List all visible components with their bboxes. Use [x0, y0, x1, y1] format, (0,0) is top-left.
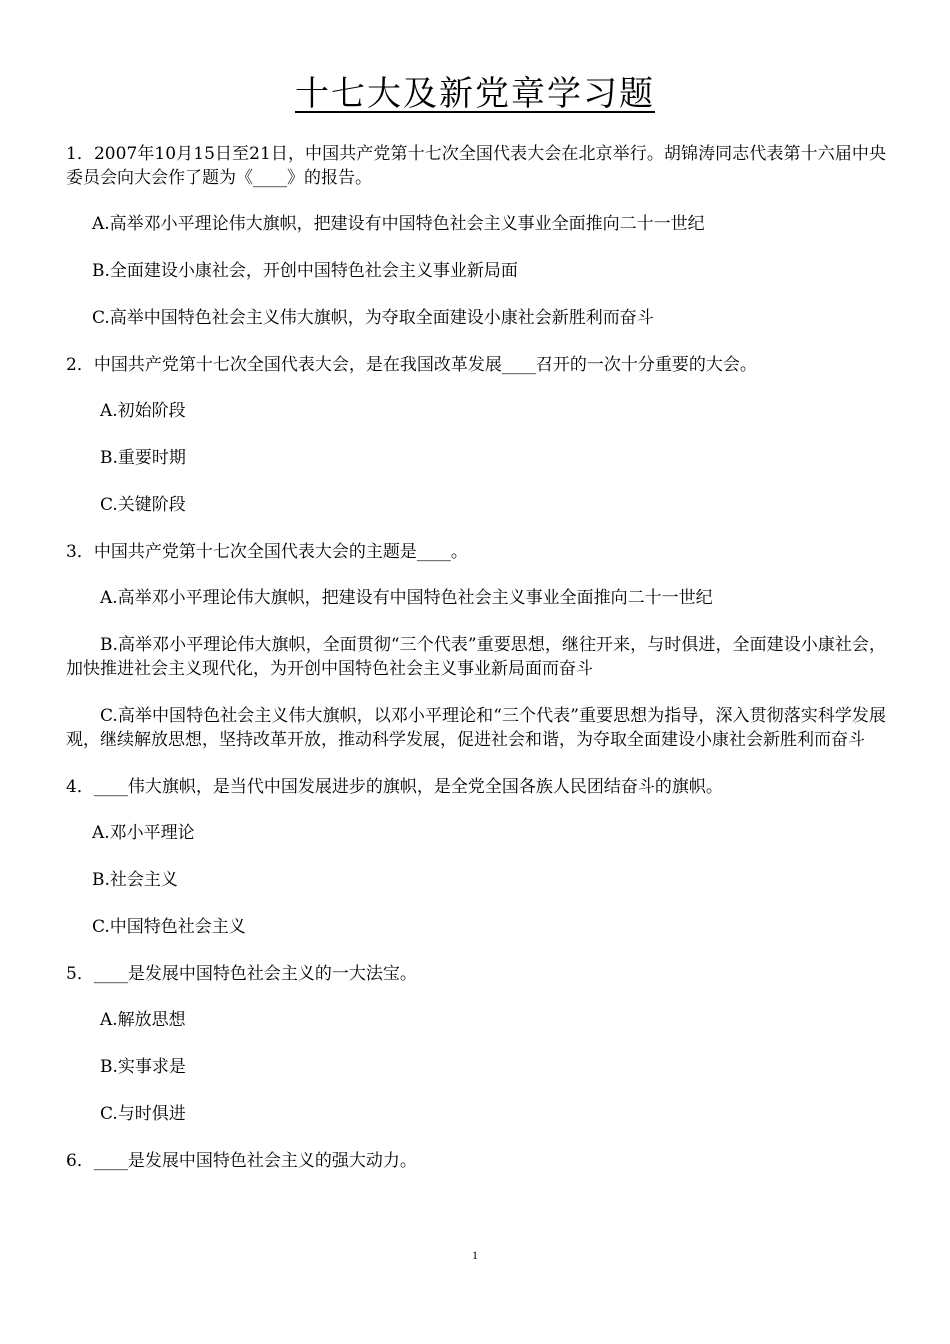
question-2-option-c: C.关键阶段	[100, 495, 186, 515]
question-3-option-b: B.高举邓小平理论伟大旗帜，全面贯彻“三个代表”重要思想，继往开来，与时俱进，全面建设小康社会，加快推进社会主义现代化，为开创中国特色社会主义事业新局面而奋斗	[66, 635, 886, 679]
question-3-option-a: A.高举邓小平理论伟大旗帜，把建设有中国特色社会主义事业全面推向二十一世纪	[100, 588, 713, 608]
question-2: 2．中国共产党第十七次全国代表大会，是在我国改革发展____召开的一次十分重要的大会。	[66, 355, 757, 375]
question-1-option-b: B.全面建设小康社会，开创中国特色社会主义事业新局面	[92, 261, 518, 281]
question-6: 6．____是发展中国特色社会主义的强大动力。	[66, 1151, 417, 1171]
page-number: 1	[472, 1248, 478, 1262]
question-3: 3．中国共产党第十七次全国代表大会的主题是____。	[66, 542, 468, 562]
question-1-option-a: A.高举邓小平理论伟大旗帜，把建设有中国特色社会主义事业全面推向二十一世纪	[92, 214, 705, 234]
question-1-option-c: C.高举中国特色社会主义伟大旗帜，为夺取全面建设小康社会新胜利而奋斗	[92, 308, 654, 328]
question-4-option-b: B.社会主义	[92, 870, 178, 890]
document-title: 十七大及新党章学习题	[295, 74, 655, 114]
question-4-option-a: A.邓小平理论	[92, 823, 195, 843]
question-4-option-c: C.中国特色社会主义	[92, 917, 246, 937]
question-2-option-b: B.重要时期	[100, 448, 186, 468]
question-2-option-a: A.初始阶段	[100, 401, 186, 421]
question-3-option-c: C.高举中国特色社会主义伟大旗帜，以邓小平理论和“三个代表”重要思想为指导，深入贯彻落实科学发展观，继续解放思想，坚持改革开放，推动科学发展，促进社会和谐，为夺取全面建设小康社会新胜利而奋斗	[66, 706, 886, 750]
question-5: 5．____是发展中国特色社会主义的一大法宝。	[66, 964, 417, 984]
question-4: 4．____伟大旗帜，是当代中国发展进步的旗帜，是全党全国各族人民团结奋斗的旗帜。	[66, 777, 723, 797]
question-1: 1．2007年10月15日至21日，中国共产党第十七次全国代表大会在北京举行。胡锦涛同志代表第十六届中央委员会向大会作了题为《____》的报告。	[66, 144, 886, 188]
question-5-option-c: C.与时俱进	[100, 1104, 186, 1124]
question-5-option-a: A.解放思想	[100, 1010, 186, 1030]
question-list	[66, 142, 886, 1195]
question-5-option-b: B.实事求是	[100, 1057, 186, 1077]
